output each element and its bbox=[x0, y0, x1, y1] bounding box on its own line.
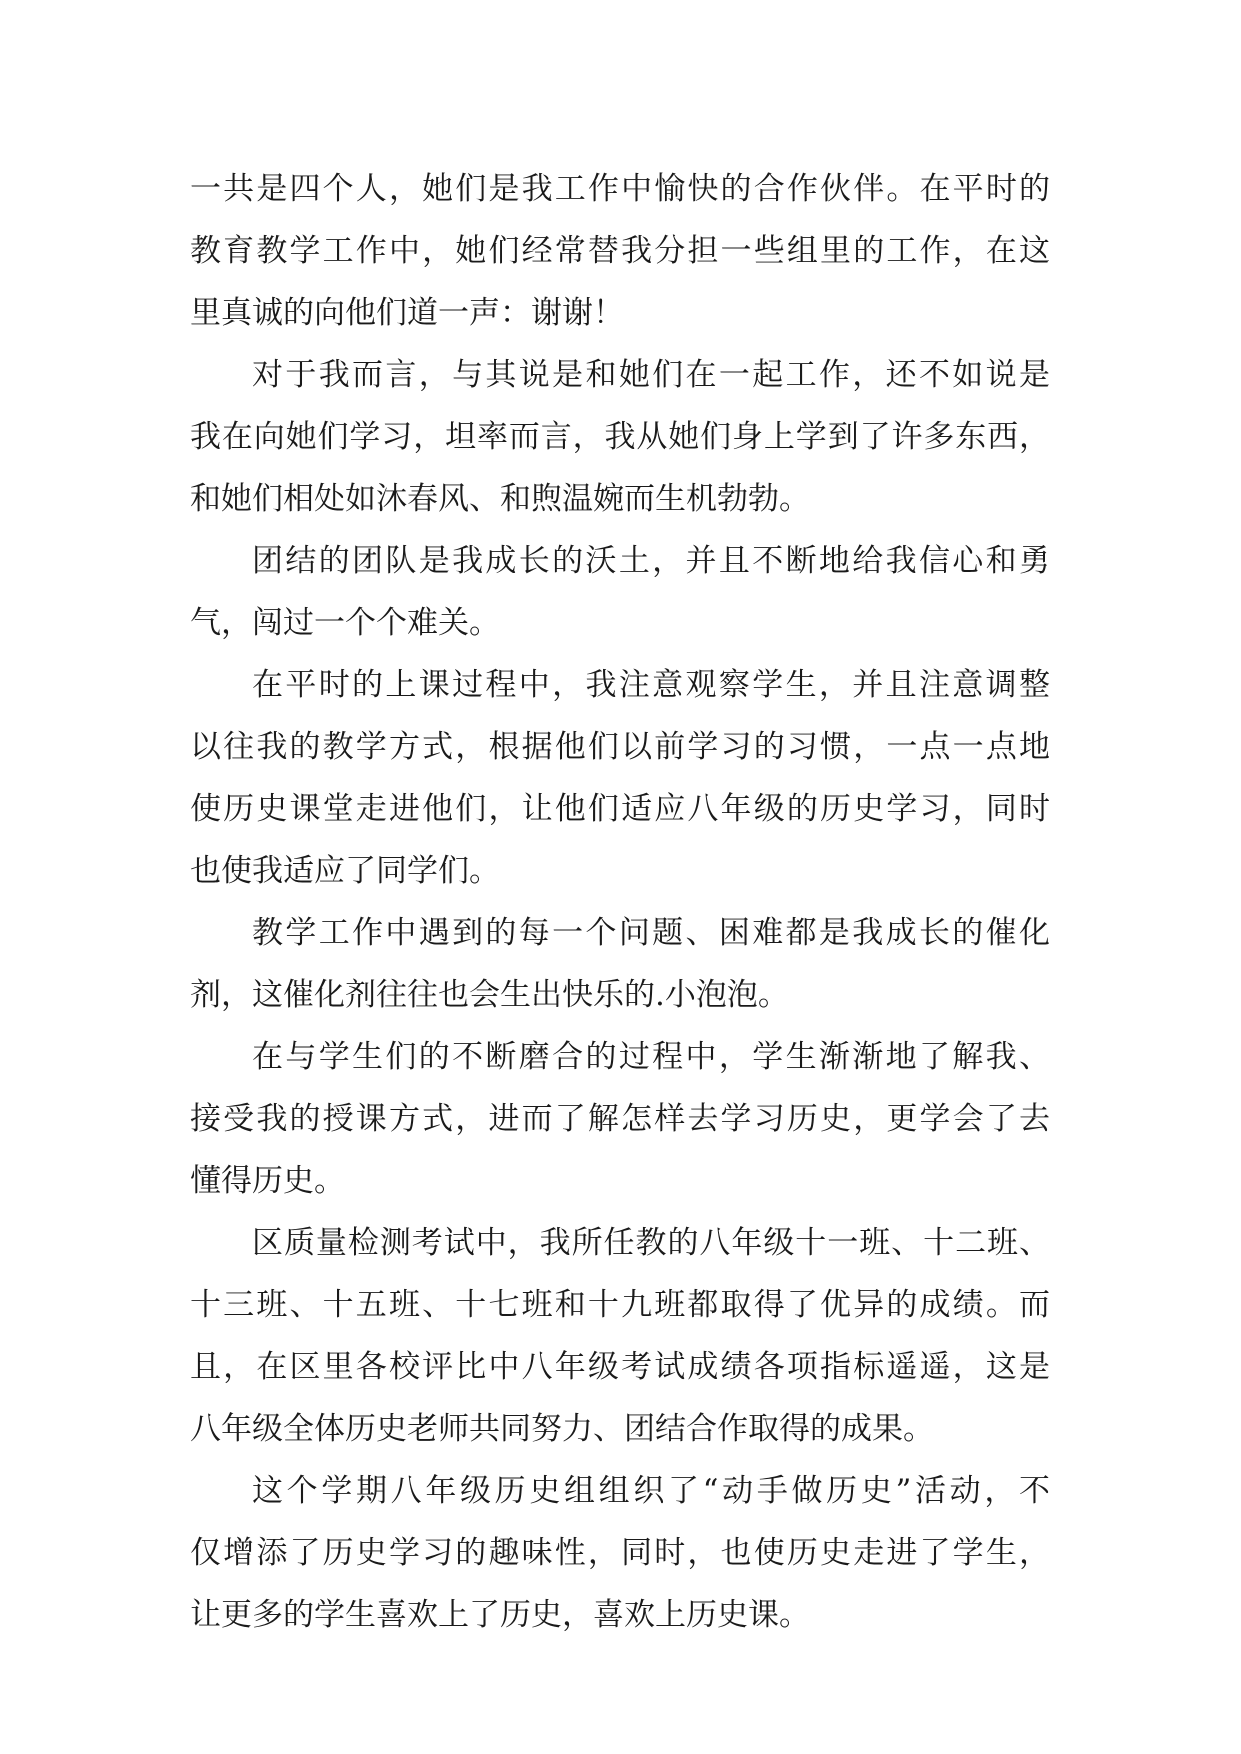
text-line: 仅增添了历史学习的趣味性，同时，也使历史走进了学生， bbox=[190, 1535, 1050, 1571]
text-line: 剂，这催化剂往往也会生出快乐的.小泡泡。 bbox=[190, 977, 789, 1013]
paragraph-first-line: 对于我而言，与其说是和她们在一起工作，还不如说是 bbox=[252, 357, 1050, 393]
document-body bbox=[190, 158, 1050, 1646]
text-line: 十三班、十五班、十七班和十九班都取得了优异的成绩。而 bbox=[190, 1287, 1050, 1323]
text-line: 教育教学工作中，她们经常替我分担一些组里的工作，在这 bbox=[190, 233, 1050, 269]
text-line: 气，闯过一个个难关。 bbox=[190, 605, 500, 641]
paragraph-first-line: 区质量检测考试中，我所任教的八年级十一班、十二班、 bbox=[252, 1225, 1050, 1261]
text-line: 使历史课堂走进他们，让他们适应八年级的历史学习，同时 bbox=[190, 791, 1050, 827]
paragraph-first-line: 团结的团队是我成长的沃土，并且不断地给我信心和勇 bbox=[252, 543, 1050, 579]
text-line: 也使我适应了同学们。 bbox=[190, 853, 500, 889]
paragraph-first-line: 这个学期八年级历史组组织了“动手做历史”活动，不 bbox=[252, 1473, 1050, 1509]
text-line: 懂得历史。 bbox=[190, 1163, 345, 1199]
paragraph-first-line: 教学工作中遇到的每一个问题、困难都是我成长的催化 bbox=[252, 915, 1050, 951]
text-line: 且，在区里各校评比中八年级考试成绩各项指标遥遥，这是 bbox=[190, 1349, 1050, 1385]
text-line: 以往我的教学方式，根据他们以前学习的习惯，一点一点地 bbox=[190, 729, 1050, 765]
text-line: 我在向她们学习，坦率而言，我从她们身上学到了许多东西， bbox=[190, 419, 1050, 455]
paragraph-first-line: 在平时的上课过程中，我注意观察学生，并且注意调整 bbox=[252, 667, 1050, 703]
text-line: 八年级全体历史老师共同努力、团结合作取得的成果。 bbox=[190, 1411, 934, 1447]
text-line: 里真诚的向他们道一声：谢谢！ bbox=[190, 295, 624, 331]
text-line: 接受我的授课方式，进而了解怎样去学习历史，更学会了去 bbox=[190, 1101, 1050, 1137]
text-line: 和她们相处如沐春风、和煦温婉而生机勃勃。 bbox=[190, 481, 810, 517]
text-line: 一共是四个人，她们是我工作中愉快的合作伙伴。在平时的 bbox=[190, 171, 1050, 207]
text-line: 让更多的学生喜欢上了历史，喜欢上历史课。 bbox=[190, 1597, 810, 1633]
paragraph-first-line: 在与学生们的不断磨合的过程中，学生渐渐地了解我、 bbox=[252, 1039, 1050, 1075]
